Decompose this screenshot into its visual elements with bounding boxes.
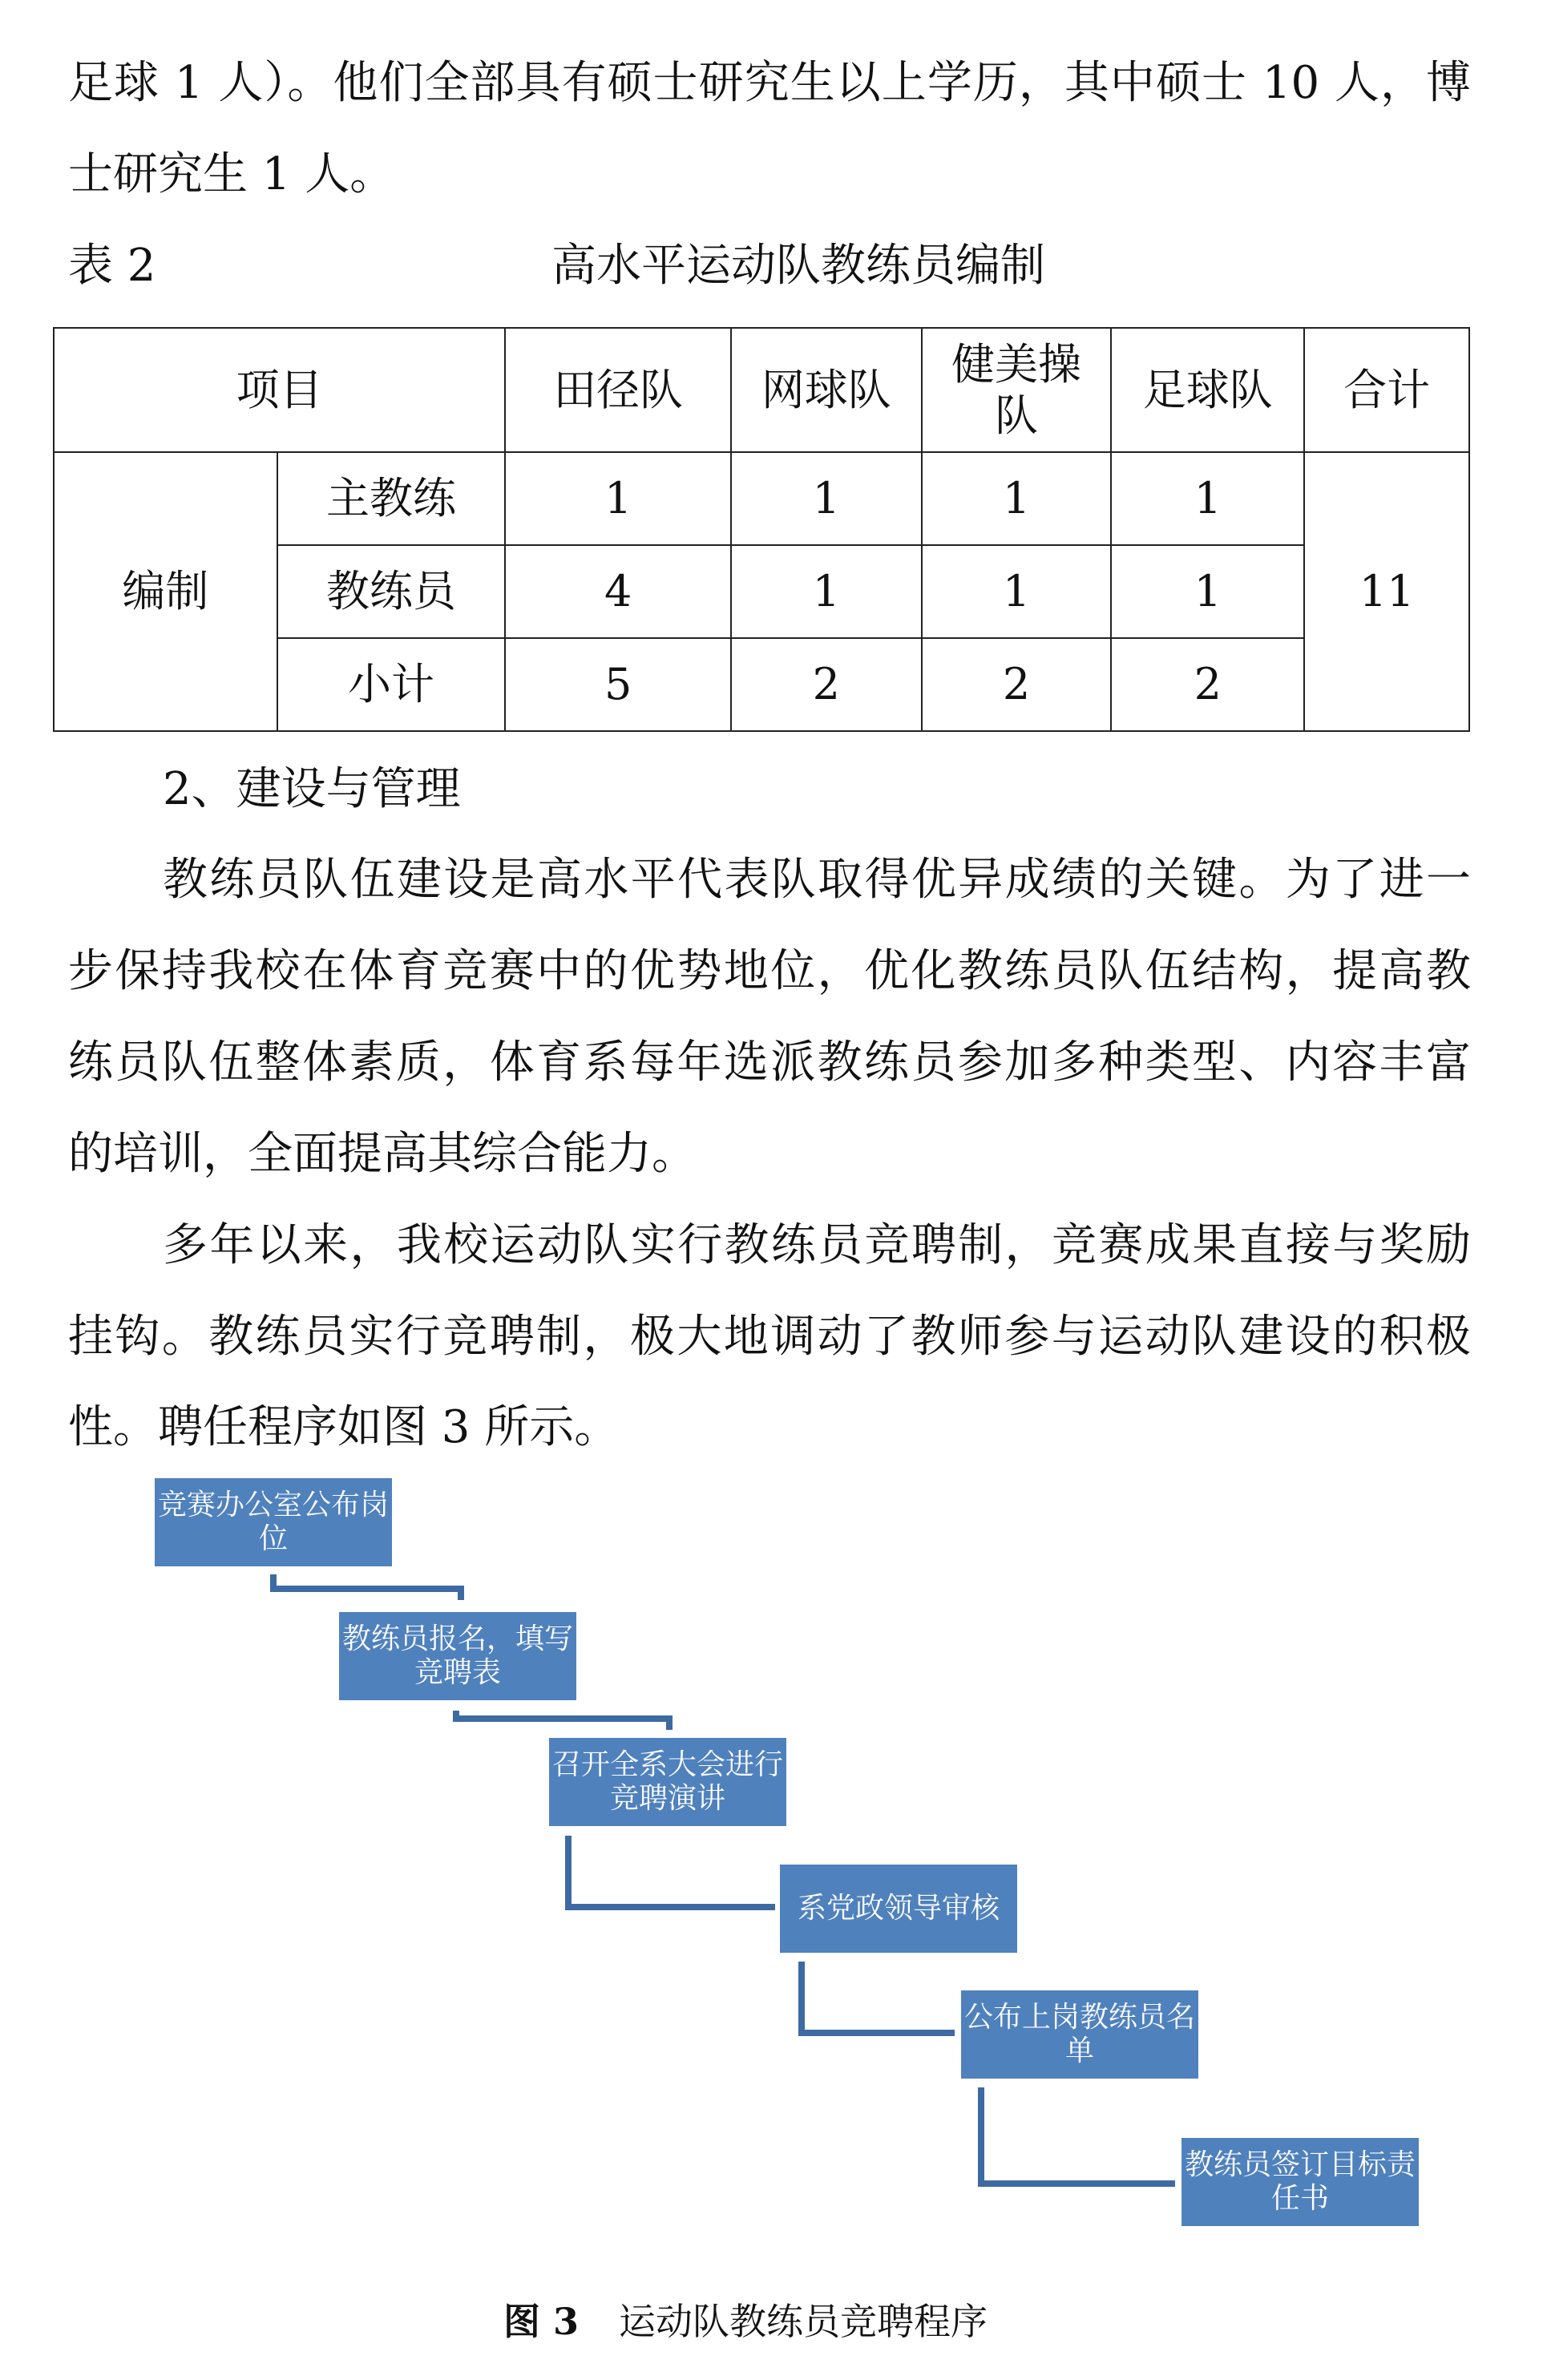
value-cell: 4 <box>505 545 731 638</box>
header-cell: 合计 <box>1304 328 1469 452</box>
value-cell: 2 <box>1111 638 1304 731</box>
header-cell: 网球队 <box>731 328 922 452</box>
table-caption-label: 表 2 <box>68 240 156 292</box>
value-cell: 1 <box>1111 545 1304 638</box>
group-label-cell: 编制 <box>54 452 277 731</box>
connector-2-3 <box>456 1711 669 1730</box>
total-cell: 11 <box>1304 452 1469 731</box>
value-cell: 1 <box>505 452 731 545</box>
value-cell: 1 <box>731 545 922 638</box>
value-cell: 5 <box>505 638 731 731</box>
section-heading: 2、建设与管理 <box>163 763 461 815</box>
flow-step-4: 系党政领导审核 <box>780 1865 1017 1953</box>
para2-line: 多年以来，我校运动队实行教练员竞聘制，竞赛成果直接与奖励 <box>163 1219 1471 1271</box>
header-cell: 田径队 <box>505 328 731 452</box>
row-label-cell: 小计 <box>277 638 506 731</box>
flow-step-5: 公布上岗教练员名单 <box>961 1990 1198 2079</box>
value-cell: 1 <box>922 545 1112 638</box>
intro-line-1: 足球 1 人）。他们全部具有硕士研究生以上学历，其中硕士 10 人，博 <box>68 57 1471 109</box>
para1-line: 的培训，全面提高其综合能力。 <box>68 1128 697 1180</box>
connector-5-6 <box>981 2087 1175 2184</box>
flow-step-3: 召开全系大会进行竞聘演讲 <box>549 1738 786 1826</box>
row-label-cell: 教练员 <box>277 545 506 638</box>
para2-line: 挂钩。教练员实行竞聘制，极大地调动了教师参与运动队建设的积极 <box>68 1311 1471 1363</box>
flow-step-1: 竞赛办公室公布岗位 <box>155 1478 392 1566</box>
table-caption-title: 高水平运动队教练员编制 <box>551 240 1045 292</box>
header-cell: 项目 <box>54 328 505 452</box>
para2-line: 性。聘任程序如图 3 所示。 <box>68 1401 620 1453</box>
header-cell: 健美操队 <box>922 328 1112 452</box>
flow-step-6: 教练员签订目标责任书 <box>1181 2138 1419 2226</box>
header-cell: 足球队 <box>1111 328 1304 452</box>
value-cell: 2 <box>731 638 922 731</box>
figure-caption-label: 图 3 <box>503 2300 580 2343</box>
connector-4-5 <box>802 1962 955 2033</box>
figure-caption-title: 运动队教练员竞聘程序 <box>619 2300 988 2343</box>
connector-1-2 <box>273 1574 461 1600</box>
figure-caption <box>0 2297 1491 2346</box>
para1-line: 教练员队伍建设是高水平代表队取得优异成绩的关键。为了进一 <box>163 854 1471 906</box>
para1-line: 练员队伍整体素质，体育系每年选派教练员参加多种类型、内容丰富 <box>68 1036 1471 1089</box>
value-cell: 1 <box>922 452 1112 545</box>
connector-3-4 <box>568 1836 775 1907</box>
value-cell: 1 <box>1111 452 1304 545</box>
value-cell: 2 <box>922 638 1112 731</box>
para1-line: 步保持我校在体育竞赛中的优势地位，优化教练员队伍结构，提高教 <box>68 945 1471 997</box>
row-label-cell: 主教练 <box>277 452 506 545</box>
flow-step-2: 教练员报名，填写竞聘表 <box>339 1612 576 1700</box>
intro-line-2: 士研究生 1 人。 <box>68 148 395 200</box>
value-cell: 1 <box>731 452 922 545</box>
